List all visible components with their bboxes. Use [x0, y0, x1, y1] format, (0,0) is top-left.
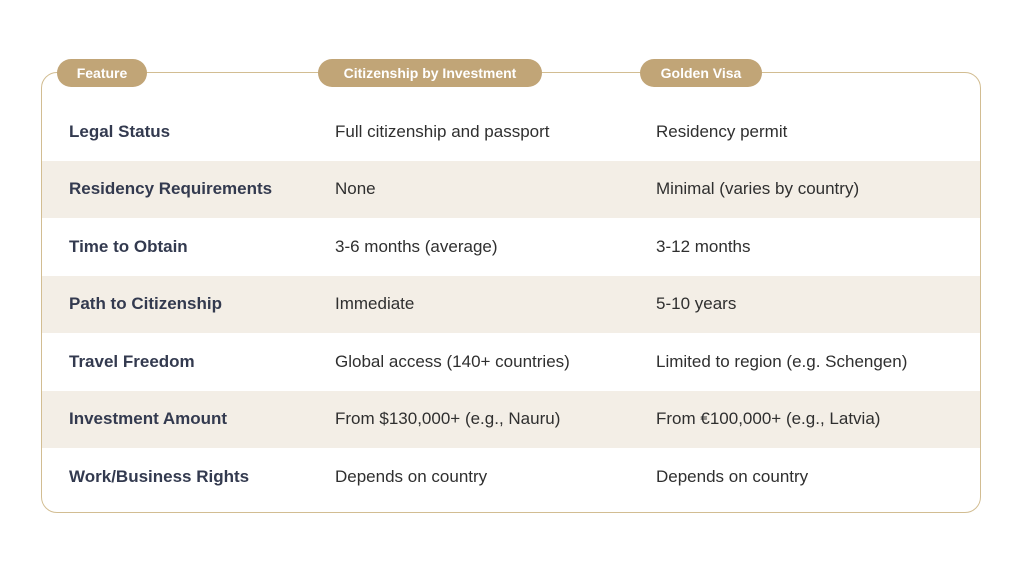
feature-cell: Time to Obtain: [69, 236, 188, 256]
cbi-cell: Immediate: [335, 294, 415, 314]
table-row: [42, 218, 980, 276]
golden-visa-cell: From €100,000+ (e.g., Latvia): [656, 409, 881, 429]
header-cbi-pill: Citizenship by Investment: [318, 59, 542, 87]
table-row: [42, 276, 980, 334]
feature-cell: Work/Business Rights: [69, 466, 250, 486]
feature-cell: Travel Freedom: [69, 351, 195, 371]
cbi-cell: Full citizenship and passport: [335, 121, 550, 141]
cbi-cell: None: [335, 179, 376, 199]
cbi-cell: 3-6 months (average): [335, 236, 498, 256]
table-row: [42, 391, 980, 449]
table-row: [42, 333, 980, 391]
feature-cell: Residency Requirements: [69, 179, 273, 199]
table-row: [42, 103, 980, 161]
feature-cell: Path to Citizenship: [69, 294, 222, 314]
table-row: [42, 161, 980, 219]
comparison-table: [41, 72, 981, 513]
cbi-cell: Global access (140+ countries): [335, 351, 570, 371]
golden-visa-cell: Residency permit: [656, 121, 788, 141]
feature-cell: Legal Status: [69, 121, 171, 141]
golden-visa-cell: Limited to region (e.g. Schengen): [656, 351, 908, 371]
header-golden-visa-pill: Golden Visa: [640, 59, 762, 87]
golden-visa-cell: Depends on country: [656, 466, 809, 486]
cbi-cell: Depends on country: [335, 466, 488, 486]
golden-visa-cell: 5-10 years: [656, 294, 737, 314]
table-row: [42, 448, 980, 506]
cbi-cell: From $130,000+ (e.g., Nauru): [335, 409, 561, 429]
header-feature-pill: Feature: [57, 59, 147, 87]
feature-cell: Investment Amount: [69, 409, 228, 429]
golden-visa-cell: Minimal (varies by country): [656, 179, 860, 199]
golden-visa-cell: 3-12 months: [656, 236, 751, 256]
